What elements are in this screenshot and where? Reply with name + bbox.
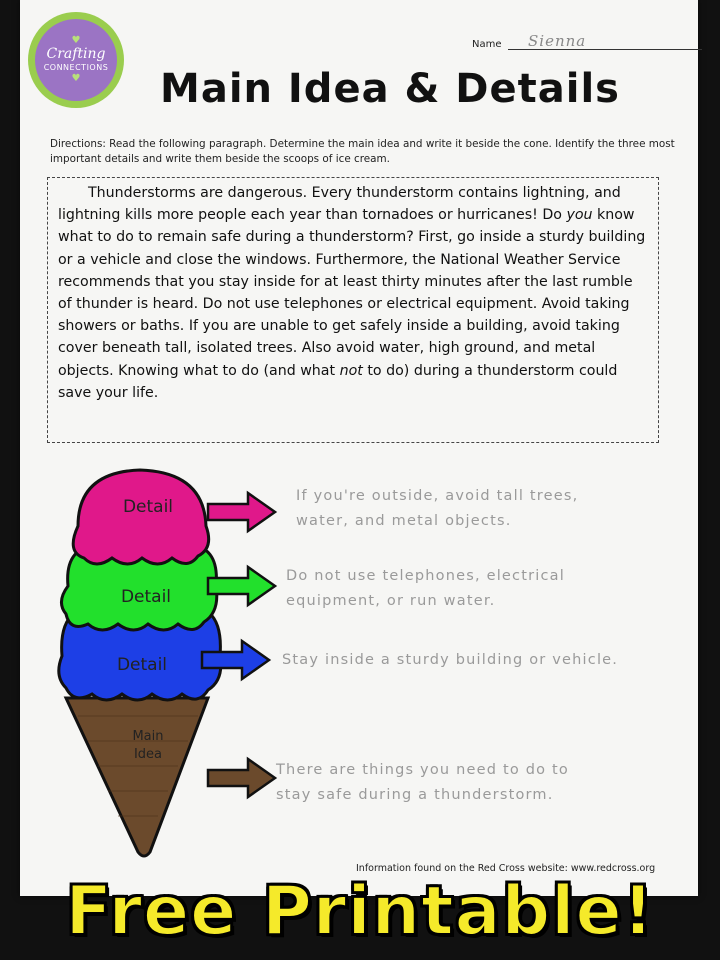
source-note: Information found on the Red Cross website: www.redcross.org	[356, 863, 656, 874]
worksheet-page	[20, 0, 698, 896]
crafting-connections-logo[interactable]	[28, 12, 124, 108]
detail-3-answer	[282, 648, 618, 673]
logo-badge	[35, 19, 117, 101]
answer-line: If you're outside, avoid tall trees,	[296, 488, 579, 504]
detail-2-answer	[286, 564, 565, 614]
directions-text: Directions: Read the following paragraph. Determine the main idea and write it beside the cone. Identify the three most important details and write them beside the scoops of ice cream.	[50, 138, 675, 165]
logo-text-connections: CONNECTIONS	[43, 63, 109, 72]
pink-scoop	[73, 470, 208, 564]
answer-line: Do not use telephones, electrical	[286, 568, 565, 584]
heart-icon: ♥	[71, 73, 81, 84]
passage-text: Thunderstorms are dangerous. Every thunderstorm contains lightning, and lightning kills more people each year than tornadoes or hurricanes! Do	[58, 185, 621, 224]
free-printable-banner: Free Printable!	[65, 872, 655, 951]
passage-emphasis: not	[339, 362, 363, 379]
worksheet-title: Main Idea & Details	[160, 66, 620, 112]
passage-paragraph	[58, 182, 650, 404]
arrow-right-icon	[206, 756, 278, 800]
answer-line: equipment, or run water.	[286, 593, 496, 609]
scoop-label-detail-2: Detail	[120, 587, 172, 607]
passage-text: to do) during a thunderstorm could save your life.	[58, 362, 618, 401]
passage-text: know what to do to remain safe during a thunderstorm? First, go inside a sturdy building or a vehicle and close the windows. Furthermore, the National Weather Service recommends that you stay inside for at least thirty minutes after the last rumble of thunder is heard. Do not use telephones or electrical equipment. Avoid taking showers or baths. If you are unable to get safely inside a building, avoid taking cover beneath tall, isolated trees. Also avoid water, high ground, and metal objects. Knowing what to do (and what	[58, 207, 646, 379]
passage-emphasis: you	[566, 207, 593, 224]
detail-1-answer	[296, 484, 578, 534]
reading-passage	[47, 177, 659, 443]
arrow-right-icon	[206, 490, 278, 534]
name-label: Name	[472, 39, 502, 50]
answer-line: water, and metal objects.	[296, 513, 512, 529]
main-idea-answer	[276, 758, 569, 808]
arrow-right-icon	[206, 564, 278, 608]
student-name: Sienna	[528, 32, 587, 50]
scoop-label-detail-1: Detail	[122, 497, 174, 517]
cone-label-idea: Idea	[133, 747, 163, 762]
heart-icon: ♥	[71, 35, 81, 46]
arrow-right-icon	[200, 638, 272, 682]
answer-line: Stay inside a sturdy building or vehicle.	[282, 652, 619, 668]
logo-text-crafting: Crafting	[46, 46, 106, 62]
cone-shape	[66, 698, 208, 856]
answer-line: There are things you need to do to	[276, 762, 569, 778]
name-field	[472, 30, 702, 52]
cone-label-main: Main	[132, 729, 164, 744]
answer-line: stay safe during a thunderstorm.	[276, 787, 554, 803]
scoop-label-detail-3: Detail	[116, 655, 168, 675]
